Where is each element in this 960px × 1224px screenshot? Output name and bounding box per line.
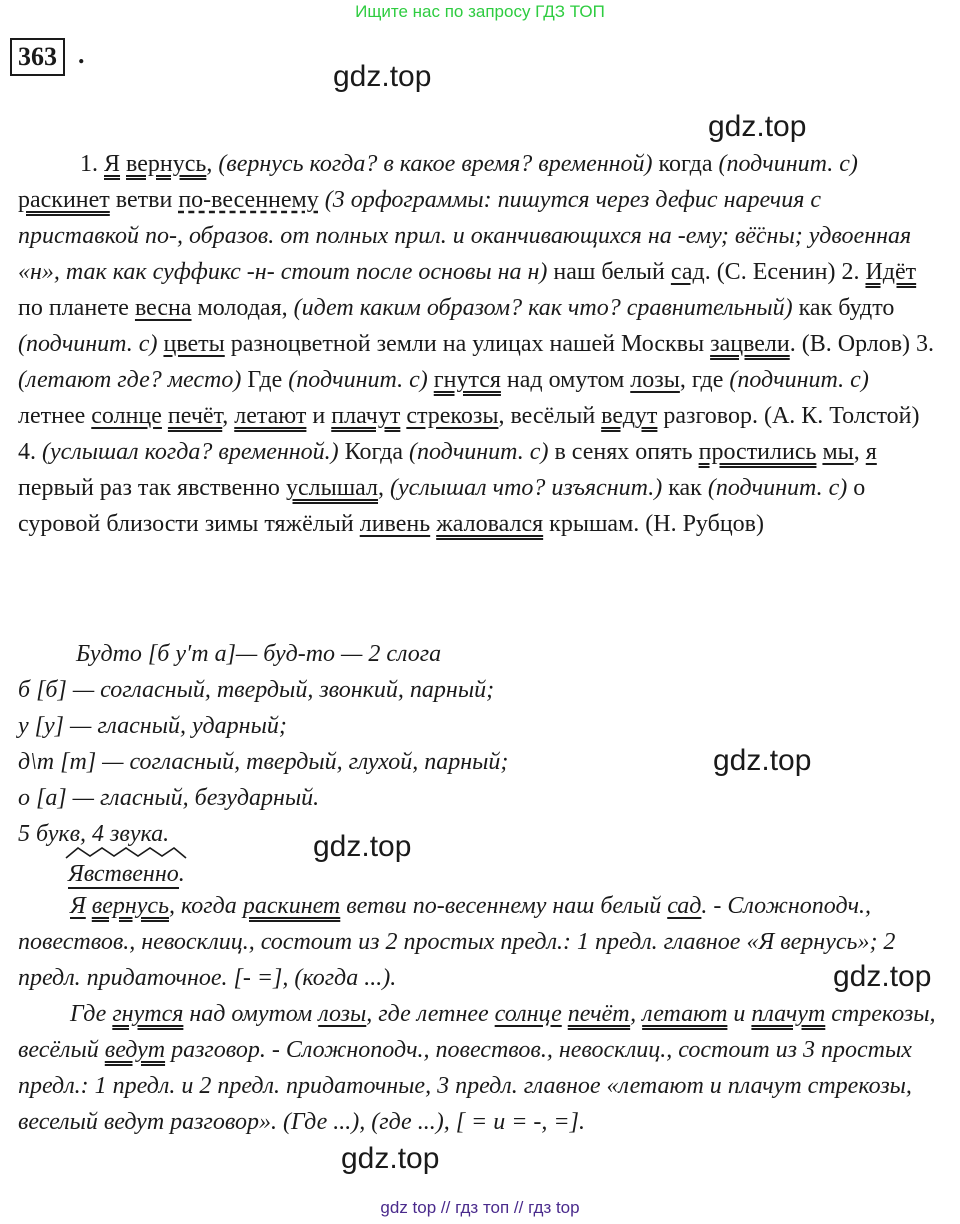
footer-links[interactable]: gdz top // гдз топ // гдз top	[380, 1198, 580, 1217]
phonetic-line: д\т [т] — согласный, твердый, глухой, парный;	[18, 749, 509, 775]
watermark: gdz.top	[713, 744, 812, 777]
watermark: gdz.top	[341, 1142, 440, 1175]
watermark: gdz.top	[833, 960, 932, 993]
root-wave-mark	[68, 856, 179, 892]
phonetic-line: у [у] — гласный, ударный;	[18, 713, 287, 739]
watermark: gdz.top	[708, 110, 807, 143]
phonetic-title: Будто [б у′т а]— буд-то — 2 слога	[76, 641, 442, 667]
watermark: gdz.top	[333, 60, 432, 93]
watermark: gdz.top	[313, 830, 412, 863]
phonetic-line: б [б] — согласный, твердый, звонкий, парный;	[18, 677, 495, 703]
top-banner[interactable]: Ищите нас по запросу ГДЗ ТОП	[355, 2, 605, 21]
root-arc-icon	[64, 842, 194, 862]
task-number: 363	[10, 38, 65, 76]
syntax-analysis: Я вернусь, когда раскинет ветви по-весеннему наш белый сад. - Сложноподч., повествов., невосклиц., состоит из 2 простых предл.: 1 предл. главное «Я вернусь»; 2 предл. придаточное. [- =], (когда ...). Где гнутся над омутом лозы, где летнее солнце печёт, летают и плачут стрекозы, весёлый ведут разговор. - Сложноподч., повествов., невосклиц., состоит из 3 простых предл.: 1 предл. и 2 предл. придаточные, 3 предл. главное «летают и плачут стрекозы, веселый ведут разговор». (Где ...), (где ...), [ = и = -, =].	[18, 893, 936, 1135]
analyzed-word-end: .	[178, 861, 185, 887]
task-number-dot: .	[78, 40, 85, 69]
phonetic-line: 5 букв, 4 звука.	[18, 821, 170, 847]
exercise-text: 1. Я вернусь, (вернусь когда? в какое время? временной) когда (подчинит. с) раскинет ветви по-весеннему (3 орфограммы: пишутся через дефис наречия с приставкой по-, образов. от полных прил. и оканчивающихся на -ему; вё̈сны; удвоенная «н», так как суффикс -н- стоит после основы на н) наш белый сад. (С. Есенин) 2. Идёт по планете весна молодая, (идет каким образом? как что? сравнительный) как будто (подчинит. с) цветы разноцветной земли на улицах нашей Москвы зацвели. (В. Орлов) 3. (летают где? место) Где (подчинит. с) гнутся над омутом лозы, где (подчинит. с) летнее солнце печёт, летают и плачут стрекозы, весёлый ведут разговор. (А. К. Толстой) 4. (услышал когда? временной.) Когда (подчинит. с) в сенях опять простились мы, я первый раз так явственно услышал, (услышал что? изъяснит.) как (подчинит. с) о суровой близости зимы тяжёлый ливень жаловался крышам. (Н. Рубцов)	[18, 151, 935, 537]
phonetic-line: о [а] — гласный, безударный.	[18, 785, 320, 811]
word-structure	[68, 856, 268, 892]
phonetic-analysis	[18, 636, 938, 852]
analyzed-word: Явственно	[68, 861, 179, 887]
